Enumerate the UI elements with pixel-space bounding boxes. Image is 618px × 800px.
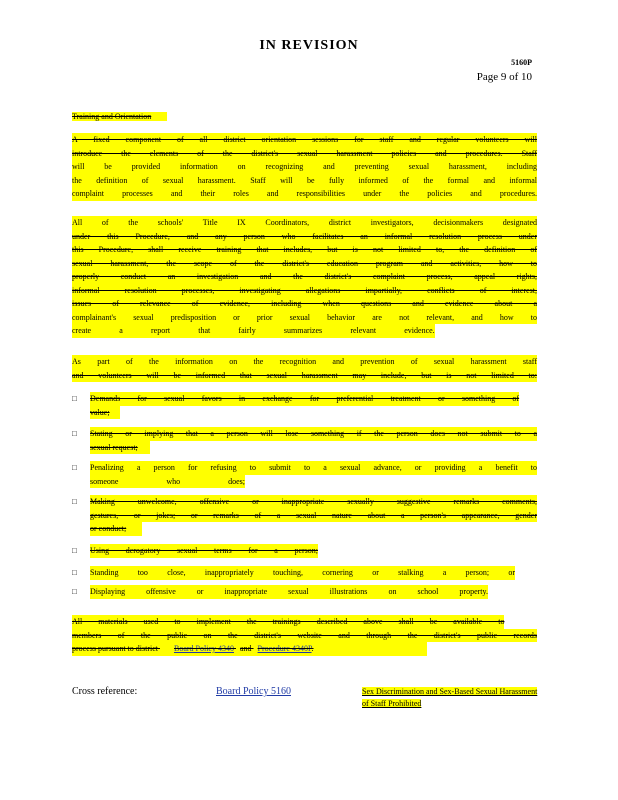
paragraph-line: under this Procedure, and any person who facilitates an informal resolution process under	[72, 230, 537, 244]
bullet-line: Standing too close, inappropriately touching, cornering or stalking a person; or	[90, 566, 515, 580]
bullet-line: Stating or implying that a person will lose something if the person does not submit to a	[90, 427, 537, 441]
page-number: Page 9 of 10	[476, 71, 532, 83]
paragraph-line	[72, 642, 427, 656]
paragraph-line: will be provided information on recognizing and preventing sexual harassment, including	[72, 160, 537, 174]
bullet-item	[72, 461, 537, 488]
checkbox-bullet-icon: □	[72, 568, 77, 577]
paragraph-coordinators	[72, 216, 537, 338]
checkbox-bullet-icon: □	[72, 587, 77, 596]
paragraph-line: All of the schools' Title IX Coordinators, district investigators, decisionmakers designated	[72, 216, 537, 230]
checkbox-bullet-icon: □	[72, 463, 77, 472]
paragraph-line: complaint processes and their roles and responsibilities under the policies and procedures.	[72, 187, 537, 201]
bullet-item	[72, 566, 537, 580]
bullet-line: Displaying offensive or inappropriate sexual illustrations on school property.	[90, 585, 488, 599]
bullet-line: gestures, or jokes; or remarks of a sexual nature about a person's appearance, gender	[90, 509, 537, 523]
paragraph-materials	[72, 615, 537, 656]
bullet-item	[72, 495, 537, 536]
paragraph-orientation	[72, 133, 537, 201]
paragraph-text: and	[239, 644, 252, 653]
paragraph-text: .	[311, 644, 314, 653]
board-policy-4340-link[interactable]: Board Policy 4340	[173, 644, 234, 653]
paragraph-line: introduce the elements of the district's sexual harassment policies and procedures. Staff	[72, 147, 537, 161]
cross-reference-label: Cross reference:	[72, 686, 138, 697]
paragraph-text: process pursuant to district	[72, 644, 158, 653]
paragraph-recognition	[72, 355, 537, 382]
board-policy-5160-link[interactable]: Board Policy 5160	[216, 686, 291, 697]
bullet-line: Making unwelcome, offensive or inappropriate sexually suggestive remarks comments,	[90, 495, 537, 509]
bullet-line: value;	[90, 406, 120, 420]
bullet-line: Using derogatory sexual terms for a person;	[90, 544, 318, 558]
checkbox-bullet-icon: □	[72, 546, 77, 555]
paragraph-line: issues of relevance of evidence, including when questions and evidence about a	[72, 297, 537, 311]
paragraph-line: sexual harassment, the scope of the district's education program and activities, how to	[72, 257, 537, 271]
page-title: IN REVISION	[259, 38, 359, 53]
paragraph-line: create a report that fairly summarizes relevant evidence.	[72, 324, 435, 338]
bullet-line: sexual request;	[90, 441, 150, 455]
paragraph-line: As part of the information on the recognition and prevention of sexual harassment staff	[72, 355, 537, 369]
bullet-item	[72, 585, 537, 599]
paragraph-line: this Procedure, shall receive training that includes, but is not limited to, the definition of	[72, 243, 537, 257]
bullet-line: or conduct;	[90, 522, 142, 536]
paragraph-line: and volunteers will be informed that sexual harassment may include, but is not limited to:	[72, 369, 537, 383]
section-heading	[72, 110, 537, 124]
checkbox-bullet-icon: □	[72, 394, 77, 403]
cross-reference-title-text: Sex Discrimination and Sex-Based Sexual Harassment of Staff Prohibited	[362, 687, 538, 708]
bullet-line: Demands for sexual favors in exchange for preferential treatment or something of	[90, 392, 519, 406]
paragraph-line: A fixed component of all district orientation sessions for staff and regular volunteers will	[72, 133, 537, 147]
bullet-item	[72, 427, 537, 454]
paragraph-line: All materials used to implement the trainings described above shall be available to	[72, 615, 504, 629]
document-code: 5160P	[511, 58, 532, 67]
paragraph-line: members of the public on the district's website and through the district's public records	[72, 629, 537, 643]
bullet-line: Penalizing a person for refusing to submit to a sexual advance, or providing a benefit to	[90, 461, 537, 475]
paragraph-line: informal resolution processes, investigating allegations impartially, conflicts of interest,	[72, 284, 537, 298]
section-heading-text: Training and Orientation	[72, 112, 167, 121]
paragraph-line: properly conduct an investigation and the district's complaint process, appeal rights,	[72, 270, 537, 284]
checkbox-bullet-icon: □	[72, 497, 77, 506]
paragraph-line: complainant's sexual predisposition or prior sexual behavior are not relevant, and how to	[72, 311, 537, 325]
bullet-line: someone who does;	[90, 475, 245, 489]
bullet-item	[72, 392, 537, 419]
bullet-item	[72, 544, 537, 558]
procedure-4340p-link[interactable]: Procedure 4340P	[257, 644, 312, 653]
checkbox-bullet-icon: □	[72, 429, 77, 438]
cross-reference-title	[362, 686, 540, 710]
paragraph-line: the definition of sexual harassment. Staff will be fully informed of the formal and informal	[72, 174, 537, 188]
